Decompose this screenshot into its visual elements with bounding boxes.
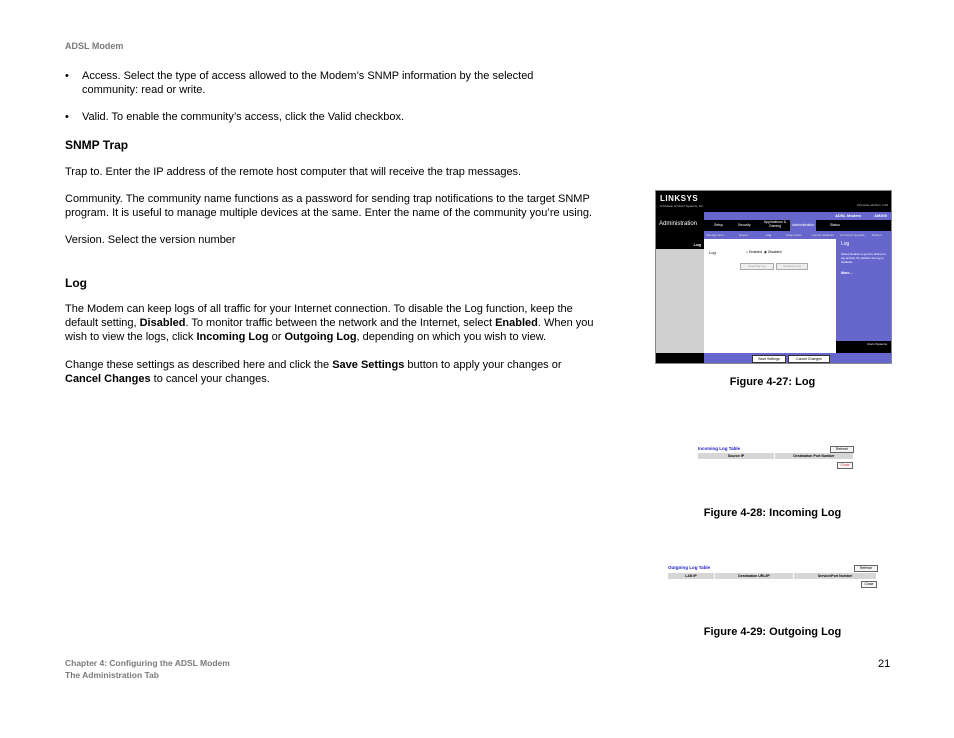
- figure-27-caption: Figure 4-27: Log: [729, 376, 816, 388]
- subtab-management[interactable]: Management: [706, 233, 724, 237]
- cisco-logo: Cisco Systems: [836, 341, 891, 353]
- router-navbar: [656, 212, 891, 239]
- log-intro-paragraph: The Modem can keep logs of all traffic for your Internet connection. To disable the Log function, keep the default setting, Disabled. To monitor traffic between the network and the Internet, select Enabled. When you wish to view the logs, click Incoming Log or Outgoing Log, depending on which you wish to view.: [65, 303, 594, 343]
- logo-subtitle: A Division of Cisco Systems, Inc.: [660, 204, 704, 208]
- incoming-log-table-screenshot: [690, 443, 858, 483]
- close-button[interactable]: Close: [837, 462, 853, 469]
- outgoing-log-header: [668, 573, 876, 579]
- main-tabs: [704, 220, 891, 231]
- refresh-button[interactable]: Refresh: [854, 565, 878, 572]
- snmp-version-paragraph: Version. Select the version number: [65, 234, 236, 246]
- subtab-log[interactable]: Log: [766, 233, 772, 237]
- subtab-report[interactable]: Report: [739, 233, 749, 237]
- tab-administration[interactable]: Administration: [790, 220, 816, 231]
- outgoing-log-title: Outgoing Log Table: [668, 565, 711, 570]
- snmp-trap-heading: SNMP Trap: [65, 138, 129, 152]
- column-header: Service/Port Number: [794, 573, 877, 579]
- subtab-reboot[interactable]: Reboot: [872, 233, 882, 237]
- tab-status[interactable]: Status: [830, 223, 840, 227]
- snmp-trap-to-paragraph: Trap to. Enter the IP address of the remote host computer that will receive the trap messages.: [65, 166, 522, 178]
- tab-setup[interactable]: Setup: [714, 223, 724, 227]
- running-header: ADSL Modem: [65, 41, 124, 51]
- model-name: AM200: [874, 213, 887, 218]
- save-settings-button[interactable]: Save Settings: [752, 355, 786, 363]
- section-title: Administration: [659, 221, 698, 227]
- linksys-logo: LINKSYS: [660, 194, 699, 203]
- incoming-log-title: Incoming Log Table: [698, 446, 741, 451]
- product-name: ADSL Modem: [835, 213, 861, 218]
- product-bar: [704, 212, 891, 220]
- outgoing-log-table-screenshot: [664, 562, 880, 614]
- help-more-link[interactable]: More...: [841, 271, 853, 275]
- tab-security[interactable]: Security: [738, 223, 751, 227]
- log-save-paragraph: Change these settings as described here and click the Save Settings button to apply your changes or Cancel Changes to cancel your changes.: [65, 359, 562, 385]
- figure-log-screenshot: [655, 190, 892, 364]
- log-field-label: Log: [709, 250, 716, 255]
- subtab-firmware-upgrade[interactable]: Firmware Upgrade: [840, 233, 865, 237]
- snmp-community-paragraph: Community. The community name functions as a password for sending trap notifications to the target SNMP program. It is useful to manage multiple devices at the same. Enter the name of the community you’re using.: [65, 193, 593, 219]
- help-title: Log: [841, 241, 850, 247]
- sub-tabs: [704, 231, 891, 239]
- radio-enabled[interactable]: ○ Enabled: [746, 250, 762, 254]
- subtab-diagnostics[interactable]: Diagnostics: [786, 233, 802, 237]
- figure-29-caption: Figure 4-29: Outgoing Log: [703, 626, 842, 638]
- outgoing-log-button[interactable]: Outgoing Log: [776, 263, 808, 270]
- help-panel: [836, 239, 891, 353]
- column-header: Source IP: [698, 453, 775, 459]
- bullet-dot: •: [65, 111, 69, 123]
- refresh-button[interactable]: Refresh: [830, 446, 854, 453]
- log-radio-group: [746, 250, 782, 254]
- subtab-factory-defaults[interactable]: Factory Defaults: [812, 233, 834, 237]
- bottom-button-bar: [704, 353, 891, 363]
- left-column: [656, 239, 704, 363]
- bullet-dot: •: [65, 70, 69, 82]
- footer-section: The Administration Tab: [65, 670, 159, 680]
- bullet-valid: [65, 110, 595, 126]
- left-grey-panel: [656, 249, 704, 353]
- bottom-left-bar: [656, 353, 704, 363]
- bullet-access: [65, 69, 595, 99]
- column-header: Destination URL/IP: [715, 573, 794, 579]
- cancel-changes-button[interactable]: Cancel Changes: [788, 355, 830, 363]
- incoming-log-button[interactable]: Incoming Log: [740, 263, 774, 270]
- page-number: 21: [878, 658, 891, 670]
- close-button[interactable]: Close: [861, 581, 877, 588]
- column-header: Destination Port Number: [775, 453, 854, 459]
- bullet-text: Access. Select the type of access allowed to the Modem’s SNMP information by the selected community: read or write.: [82, 70, 534, 96]
- tab-applications-gaming[interactable]: Applications & Gaming: [763, 220, 787, 228]
- router-header: [656, 191, 891, 212]
- bullet-text: Valid. To enable the community’s access, click the Valid checkbox.: [82, 111, 405, 123]
- column-header: LAN IP: [668, 573, 715, 579]
- log-heading: Log: [65, 276, 87, 290]
- help-text: Select Enable to get the device to log activity. By default, the log is disabled.: [841, 252, 886, 264]
- incoming-log-header: [698, 453, 853, 459]
- firmware-version: Firmware Version: 1.00: [857, 203, 888, 207]
- left-log-label: Log: [693, 242, 701, 247]
- figure-28-caption: Figure 4-28: Incoming Log: [703, 507, 842, 519]
- log-settings-panel: [704, 239, 836, 353]
- footer-chapter: Chapter 4: Configuring the ADSL Modem: [65, 658, 230, 668]
- radio-disabled[interactable]: ◉ Disabled: [763, 250, 782, 254]
